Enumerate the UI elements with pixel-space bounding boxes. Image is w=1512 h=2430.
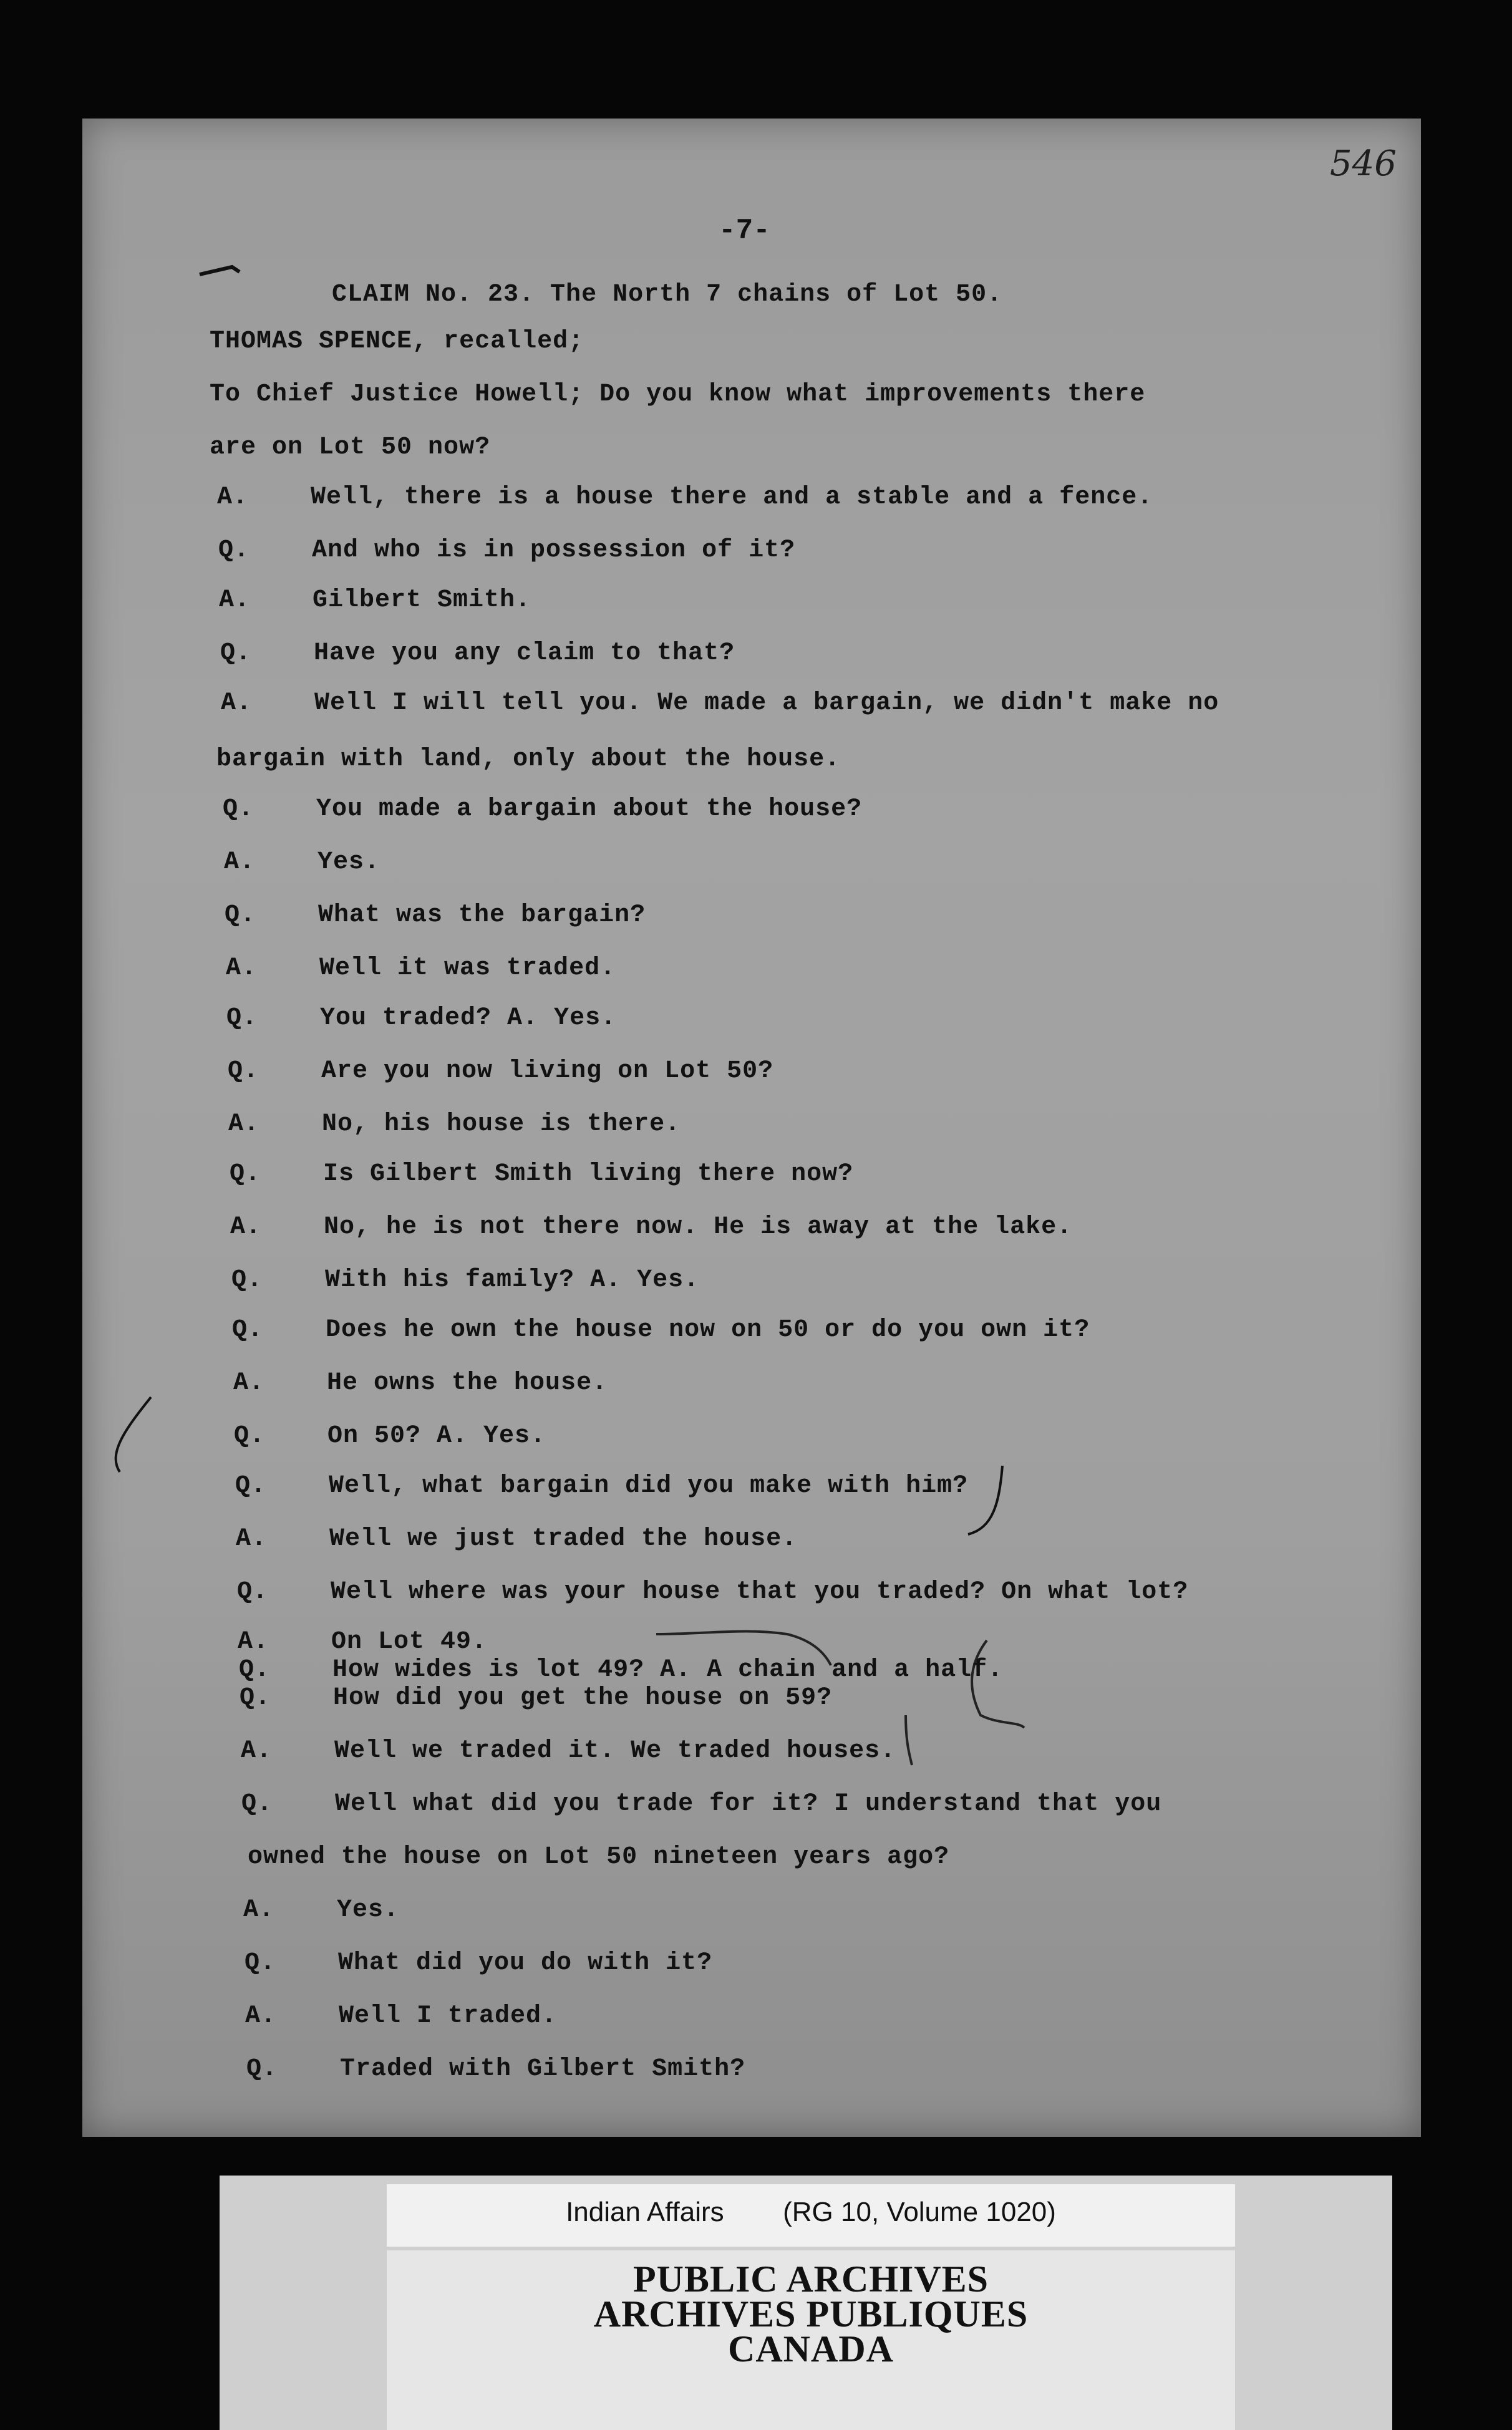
- speaker-marker: A.: [217, 483, 249, 511]
- transcript-line: [332, 281, 1002, 309]
- transcript-line: [224, 848, 380, 876]
- line-text: Well, there is a house there and a stable and a fence.: [311, 483, 1153, 511]
- speaker-marker: A.: [245, 2002, 277, 2030]
- transcript-line: [239, 1656, 1003, 1684]
- speaker-marker: Q.: [228, 1057, 259, 1085]
- transcript-line: [232, 1316, 1090, 1344]
- line-text: Well, what bargain did you make with him?: [329, 1472, 969, 1500]
- record-group-reference: (RG 10, Volume 1020): [783, 2197, 1056, 2227]
- transcript-line: [248, 1843, 949, 1871]
- speaker-marker: A.: [219, 586, 251, 614]
- speaker-marker: Q.: [246, 2055, 278, 2083]
- transcript-line: [221, 689, 1219, 717]
- page-number: -7-: [719, 215, 770, 247]
- transcript-line: [234, 1422, 546, 1450]
- transcript-line: [236, 1525, 797, 1553]
- line-text: You traded? A. Yes.: [320, 1004, 617, 1032]
- speaker-marker: Q.: [241, 1790, 273, 1818]
- transcript-line: [240, 1684, 832, 1712]
- transcript-line: [210, 380, 1145, 409]
- speaker-marker: Q.: [237, 1578, 269, 1606]
- stamp-line-3: CANADA: [728, 2328, 894, 2369]
- line-text: are on Lot 50 now?: [210, 433, 491, 462]
- speaker-marker: A.: [221, 689, 253, 717]
- transcript-line: [243, 1896, 399, 1924]
- speaker-marker: A.: [241, 1737, 273, 1765]
- line-text: THOMAS SPENCE, recalled;: [210, 327, 584, 356]
- transcript-line: [230, 1160, 853, 1188]
- transcript-line: [241, 1737, 896, 1765]
- line-text: How wides is lot 49? A. A chain and a half.: [332, 1656, 1004, 1684]
- speaker-marker: Q.: [223, 795, 254, 823]
- speaker-marker: Q.: [234, 1422, 266, 1450]
- transcript-line: [235, 1472, 968, 1500]
- speaker-marker: A.: [228, 1110, 260, 1138]
- speaker-marker: Q.: [231, 1266, 263, 1294]
- speaker-marker: Q.: [235, 1472, 267, 1500]
- transcript-line: [226, 954, 616, 982]
- transcript-line: [223, 795, 862, 823]
- collection-name: Indian Affairs: [566, 2197, 724, 2227]
- transcript-line: [245, 1949, 712, 1977]
- line-text: bargain with land, only about the house.: [216, 745, 841, 773]
- typed-page: [82, 119, 1421, 2137]
- line-text: Does he own the house now on 50 or do you own it?: [326, 1316, 1090, 1344]
- speaker-marker: A.: [226, 954, 258, 982]
- transcript-line: [237, 1578, 1188, 1606]
- transcript-line: [225, 901, 646, 929]
- line-text: Gilbert Smith.: [313, 586, 531, 614]
- line-text: Are you now living on Lot 50?: [321, 1057, 774, 1085]
- speaker-marker: Q.: [226, 1004, 258, 1032]
- transcript-line: [228, 1057, 773, 1085]
- line-text: Well I will tell you. We made a bargain, we didn't make no: [314, 689, 1219, 717]
- line-text: Yes.: [317, 848, 380, 876]
- line-text: Is Gilbert Smith living there now?: [323, 1160, 854, 1188]
- speaker-marker: A.: [243, 1896, 275, 1924]
- line-text: On 50? A. Yes.: [327, 1422, 546, 1450]
- transcript-line: [230, 1213, 1072, 1241]
- line-text: How did you get the house on 59?: [333, 1684, 833, 1712]
- line-text: No, he is not there now. He is away at the lake.: [324, 1213, 1073, 1241]
- line-text: No, his house is there.: [322, 1110, 681, 1138]
- transcript-line: [228, 1110, 681, 1138]
- line-text: Have you any claim to that?: [314, 639, 735, 667]
- transcript-line: [219, 586, 531, 614]
- speaker-marker: Q.: [232, 1316, 264, 1344]
- stamp-line-1: PUBLIC ARCHIVES: [632, 2258, 989, 2300]
- transcript-line: [231, 1266, 699, 1294]
- stamp-line-2: ARCHIVES PUBLIQUES: [593, 2293, 1029, 2335]
- line-text: You made a bargain about the house?: [316, 795, 863, 823]
- transcript-line: [246, 2055, 745, 2083]
- line-text: With his family? A. Yes.: [325, 1266, 700, 1294]
- transcript-line: [210, 327, 584, 356]
- speaker-marker: A.: [230, 1213, 262, 1241]
- speaker-marker: Q.: [240, 1684, 271, 1712]
- speaker-marker: A.: [224, 848, 256, 876]
- transcript-line: [218, 536, 795, 564]
- speaker-marker: A.: [238, 1628, 269, 1656]
- line-text: On Lot 49.: [331, 1628, 488, 1656]
- line-text: Well it was traded.: [319, 954, 616, 982]
- transcript-line: [216, 745, 840, 773]
- line-text: To Chief Justice Howell; Do you know what improvements there: [210, 380, 1146, 409]
- transcript-line: [220, 639, 735, 667]
- transcript-line: [241, 1790, 1161, 1818]
- line-text: Yes.: [337, 1896, 400, 1924]
- speaker-marker: Q.: [220, 639, 252, 667]
- line-text: Well we just traded the house.: [329, 1525, 798, 1553]
- archive-reference: [387, 2197, 1235, 2228]
- line-text: owned the house on Lot 50 nineteen years ago?: [248, 1843, 950, 1871]
- folio-number: 546: [1330, 143, 1397, 184]
- transcript-line: [233, 1369, 608, 1397]
- line-text: Well what did you trade for it? I understand that you: [335, 1790, 1162, 1818]
- transcript-line: [238, 1628, 487, 1656]
- speaker-marker: A.: [236, 1525, 268, 1553]
- transcript-line: [245, 2002, 557, 2030]
- speaker-marker: A.: [233, 1369, 265, 1397]
- line-text: CLAIM No. 23. The North 7 chains of Lot 50.: [332, 281, 1003, 309]
- speaker-marker: Q.: [245, 1949, 276, 1977]
- line-text: Well we traded it. We traded houses.: [334, 1737, 896, 1765]
- transcript-line: [226, 1004, 616, 1032]
- speaker-marker: Q.: [239, 1656, 271, 1684]
- speaker-marker: Q.: [230, 1160, 261, 1188]
- line-text: What did you do with it?: [338, 1949, 713, 1977]
- line-text: Well where was your house that you traded? On what lot?: [331, 1578, 1189, 1606]
- transcript-line: [217, 483, 1153, 511]
- transcript-line: [210, 433, 490, 462]
- line-text: Well I traded.: [339, 2002, 558, 2030]
- speaker-marker: Q.: [225, 901, 256, 929]
- speaker-marker: Q.: [218, 536, 250, 564]
- line-text: What was the bargain?: [318, 901, 646, 929]
- line-text: He owns the house.: [327, 1369, 608, 1397]
- line-text: Traded with Gilbert Smith?: [340, 2055, 746, 2083]
- line-text: And who is in possession of it?: [312, 536, 796, 564]
